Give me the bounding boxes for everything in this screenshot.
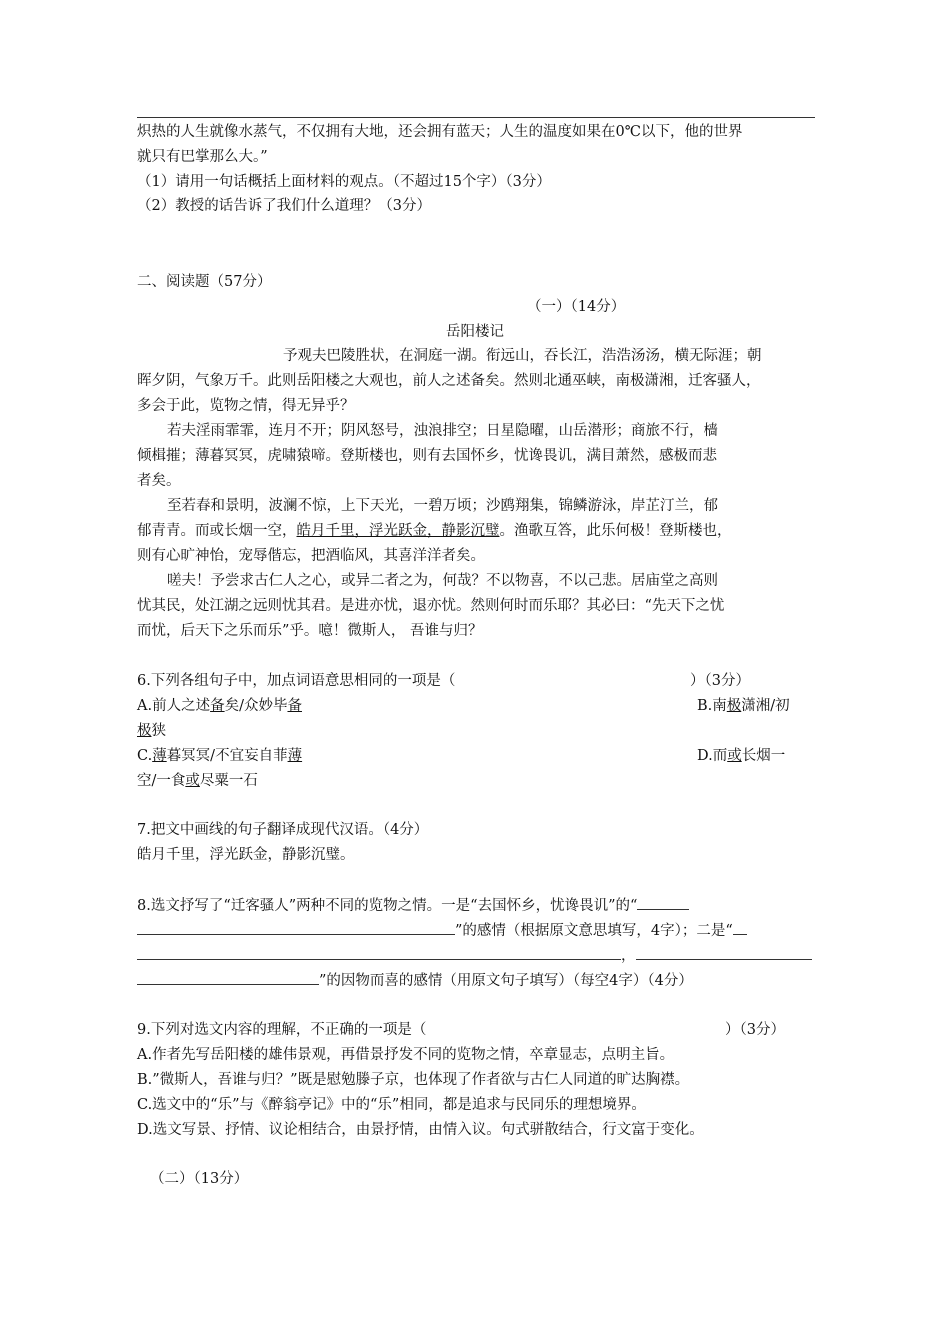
q8-line-2b: [137, 945, 812, 966]
q6-c-dotted-1: 薄: [152, 748, 167, 764]
p3-text-a: 郁青青。而或长烟一空，: [137, 523, 297, 539]
q9-score: ）（3分）: [725, 1022, 785, 1038]
q7-stem: 7.把文中画线的句子翻译成现代汉语。（4分）: [137, 822, 429, 838]
q6-option-d: [697, 746, 785, 766]
q6-d-cont-a: 空/一食: [137, 773, 186, 789]
q6-score: ）（3分）: [690, 673, 750, 689]
q8-comma: ，: [621, 948, 636, 964]
q6-b-dotted-2: 极: [137, 723, 152, 739]
intro-line-2: 就只有巴掌那么大。”: [137, 149, 268, 165]
underlined-sentence: 皓月千里，浮光跃金，静影沉璧: [296, 523, 500, 539]
passage-p1-line-3: 多会于此，览物之情，得无异乎？: [137, 398, 355, 414]
q7-sentence: 皓月千里，浮光跃金，静影沉璧。: [137, 847, 355, 863]
q8-line-2-text: ”的感情（根据原文意思填写，4字）；二是“: [455, 923, 733, 939]
intro-question-1: （1）请用一句话概括上面材料的观点。（不超过15个字）（3分）: [137, 174, 551, 190]
passage-p4-line-3: 而忧，后天下之乐而乐”乎。噫！微斯人， 吾谁与归？: [137, 623, 483, 639]
passage-p3-line-3: 则有心旷神怡，宠辱偕忘，把酒临风，其喜洋洋者矣。: [137, 548, 485, 564]
q6-b-cont: 狭: [151, 723, 166, 739]
passage-title: 岳阳楼记: [446, 324, 504, 340]
q6-a-mid: 矣/众妙毕: [224, 698, 288, 714]
part-one-label: （一）（14分）: [527, 299, 626, 315]
q9-stem: 9.下列对选文内容的理解，不正确的一项是（: [137, 1022, 427, 1038]
q6-b-pre: B.南: [697, 698, 727, 714]
q8-blank-3[interactable]: [137, 970, 319, 985]
passage-p3-line-2: [137, 521, 732, 541]
q6-d-cont-b: 尽粟一石: [199, 773, 258, 789]
q6-a-pre: A.前人之述: [137, 698, 211, 714]
p3-text-b: 。渔歌互答，此乐何极！登斯楼也，: [499, 523, 732, 539]
section-heading: 二、阅读题（57分）: [137, 274, 272, 290]
q6-d-dotted-2: 或: [185, 773, 200, 789]
top-rule: [137, 117, 815, 118]
q6-option-b-continued: [137, 721, 166, 741]
q6-c-mid: 暮冥冥/不宜妄自菲: [166, 748, 288, 764]
q8-line-3: [137, 970, 693, 991]
q6-a-dotted-1: 备: [210, 698, 225, 714]
passage-p2-line-3: 者矣。: [137, 473, 181, 489]
q6-d-dotted-1: 或: [727, 748, 742, 764]
q8-line-3-text: ”的因物而喜的感情（用原文句子填写）（每空4字）（4分）: [319, 973, 693, 989]
passage-p1-line-1: 予观夫巴陵胜状，在洞庭一湖。衔远山，吞长江，浩浩汤汤，横无际涯；朝: [283, 348, 762, 364]
q6-d-post: 长烟一: [741, 748, 786, 764]
q6-option-a: [137, 696, 302, 716]
q6-option-c: [137, 746, 302, 766]
q9-option-b: B.”微斯人，吾谁与归？”既是慰勉滕子京，也体现了作者欲与古仁人同道的旷达胸襟。: [137, 1072, 690, 1088]
passage-p2-line-1: 若夫淫雨霏霏，连月不开；阴风怒号，浊浪排空；日星隐曜，山岳潜形；商旅不行，樯: [167, 423, 718, 439]
q8-blank-2b[interactable]: [137, 945, 621, 960]
q9-option-c: C.选文中的“乐”与《醉翁亭记》中的“乐”相同，都是追求与民同乐的理想境界。: [137, 1097, 646, 1113]
q6-d-pre: D.而: [697, 748, 728, 764]
q6-a-dotted-2: 备: [287, 698, 302, 714]
passage-p2-line-2: 倾楫摧；薄暮冥冥，虎啸猿啼。登斯楼也，则有去国怀乡，忧谗畏讥，满目萧然，感极而悲: [137, 448, 717, 464]
q6-stem: 6.下列各组句子中，加点词语意思相同的一项是（: [137, 673, 456, 689]
q9-option-d: D.选文写景、抒情、议论相结合，由景抒情，由情入议。句式骈散结合，行文富于变化。: [137, 1122, 704, 1138]
q8-blank-2a[interactable]: [733, 920, 747, 935]
passage-p3-line-1: 至若春和景明，波澜不惊，上下天光，一碧万顷；沙鸥翔集，锦鳞游泳，岸芷汀兰，郁: [167, 498, 718, 514]
q8-line-1-text: 8.选文抒写了“迁客骚人”两种不同的览物之情。一是“去国怀乡，忧谗畏讥”的“: [137, 898, 638, 914]
q6-b-dotted-1: 极: [726, 698, 742, 714]
intro-question-2: （2）教授的话告诉了我们什么道理？（3分）: [137, 198, 431, 214]
q8-line-1: [137, 895, 689, 916]
q9-option-a: A.作者先写岳阳楼的雄伟景观，再借景抒发不同的览物之情，卒章显志，点明主旨。: [137, 1047, 675, 1063]
q6-c-pre: C.: [137, 748, 153, 764]
passage-p1-line-2: 晖夕阴，气象万千。此则岳阳楼之大观也，前人之述备矣。然则北通巫峡，南极潇湘，迁客骚人，: [137, 373, 761, 389]
q8-blank-1b[interactable]: [137, 920, 455, 935]
q8-blank-1a[interactable]: [637, 895, 689, 910]
part-two-label: （二）（13分）: [150, 1171, 249, 1187]
q8-blank-2c[interactable]: [636, 945, 812, 960]
intro-line-1: 炽热的人生就像水蒸气，不仅拥有大地，还会拥有蓝天；人生的温度如果在0℃以下，他的世界: [137, 124, 743, 140]
q6-option-d-continued: [137, 771, 258, 791]
q6-c-dotted-2: 薄: [287, 748, 303, 764]
passage-p4-line-2: 忧其民，处江湖之远则忧其君。是进亦忧，退亦忧。然则何时而乐耶？其必曰：“先天下之忧: [137, 598, 725, 614]
q6-option-b: [697, 696, 790, 716]
passage-p4-line-1: 嗟夫！予尝求古仁人之心，或异二者之为，何哉？不以物喜，不以己悲。居庙堂之高则: [167, 573, 718, 589]
q6-b-post: 潇湘/初: [741, 698, 790, 714]
q8-line-2: [137, 920, 747, 941]
